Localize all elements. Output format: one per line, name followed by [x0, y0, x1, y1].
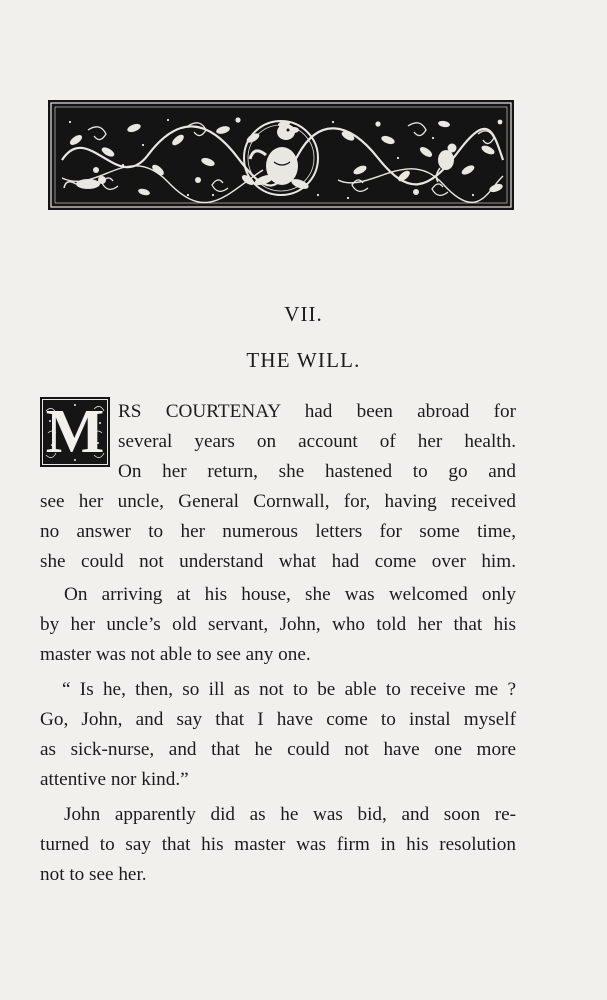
text-line: John apparently did as he was bid, and soon re-	[64, 804, 516, 825]
text-line: Go, John, and say that I have come to instal myself	[40, 709, 516, 730]
text-line: On arriving at his house, she was welcomed only	[64, 584, 516, 605]
drop-cap-letter: M	[45, 398, 105, 466]
floral-vine-headpiece-icon	[48, 100, 514, 210]
text-line: turned to say that his master was firm in his resolution	[40, 834, 516, 855]
chapter-headpiece	[48, 100, 514, 210]
text-line: “ Is he, then, so ill as not to be able to receive me ?	[62, 679, 516, 700]
text-line: no answer to her numerous letters for some time,	[40, 521, 516, 542]
chapter-title: THE WILL.	[246, 348, 361, 372]
text-line: RS COURTENAY had been abroad for	[118, 401, 516, 422]
text-line: see her uncle, General Cornwall, for, having received	[40, 491, 516, 512]
text-line: by her uncle’s old servant, John, who told her that his	[40, 614, 516, 635]
drop-cap	[40, 397, 110, 467]
text-line: On her return, she hastened to go and	[118, 461, 516, 482]
text-line: several years on account of her health.	[118, 431, 516, 452]
text-line: attentive nor kind.”	[40, 769, 189, 790]
chapter-number: VII.	[284, 302, 323, 326]
text-line: as sick-nurse, and that he could not have one more	[40, 739, 516, 760]
text-line: not to see her.	[40, 864, 147, 885]
text-line: master was not able to see any one.	[40, 644, 311, 665]
text-line: she could not understand what had come over him.	[40, 551, 516, 572]
